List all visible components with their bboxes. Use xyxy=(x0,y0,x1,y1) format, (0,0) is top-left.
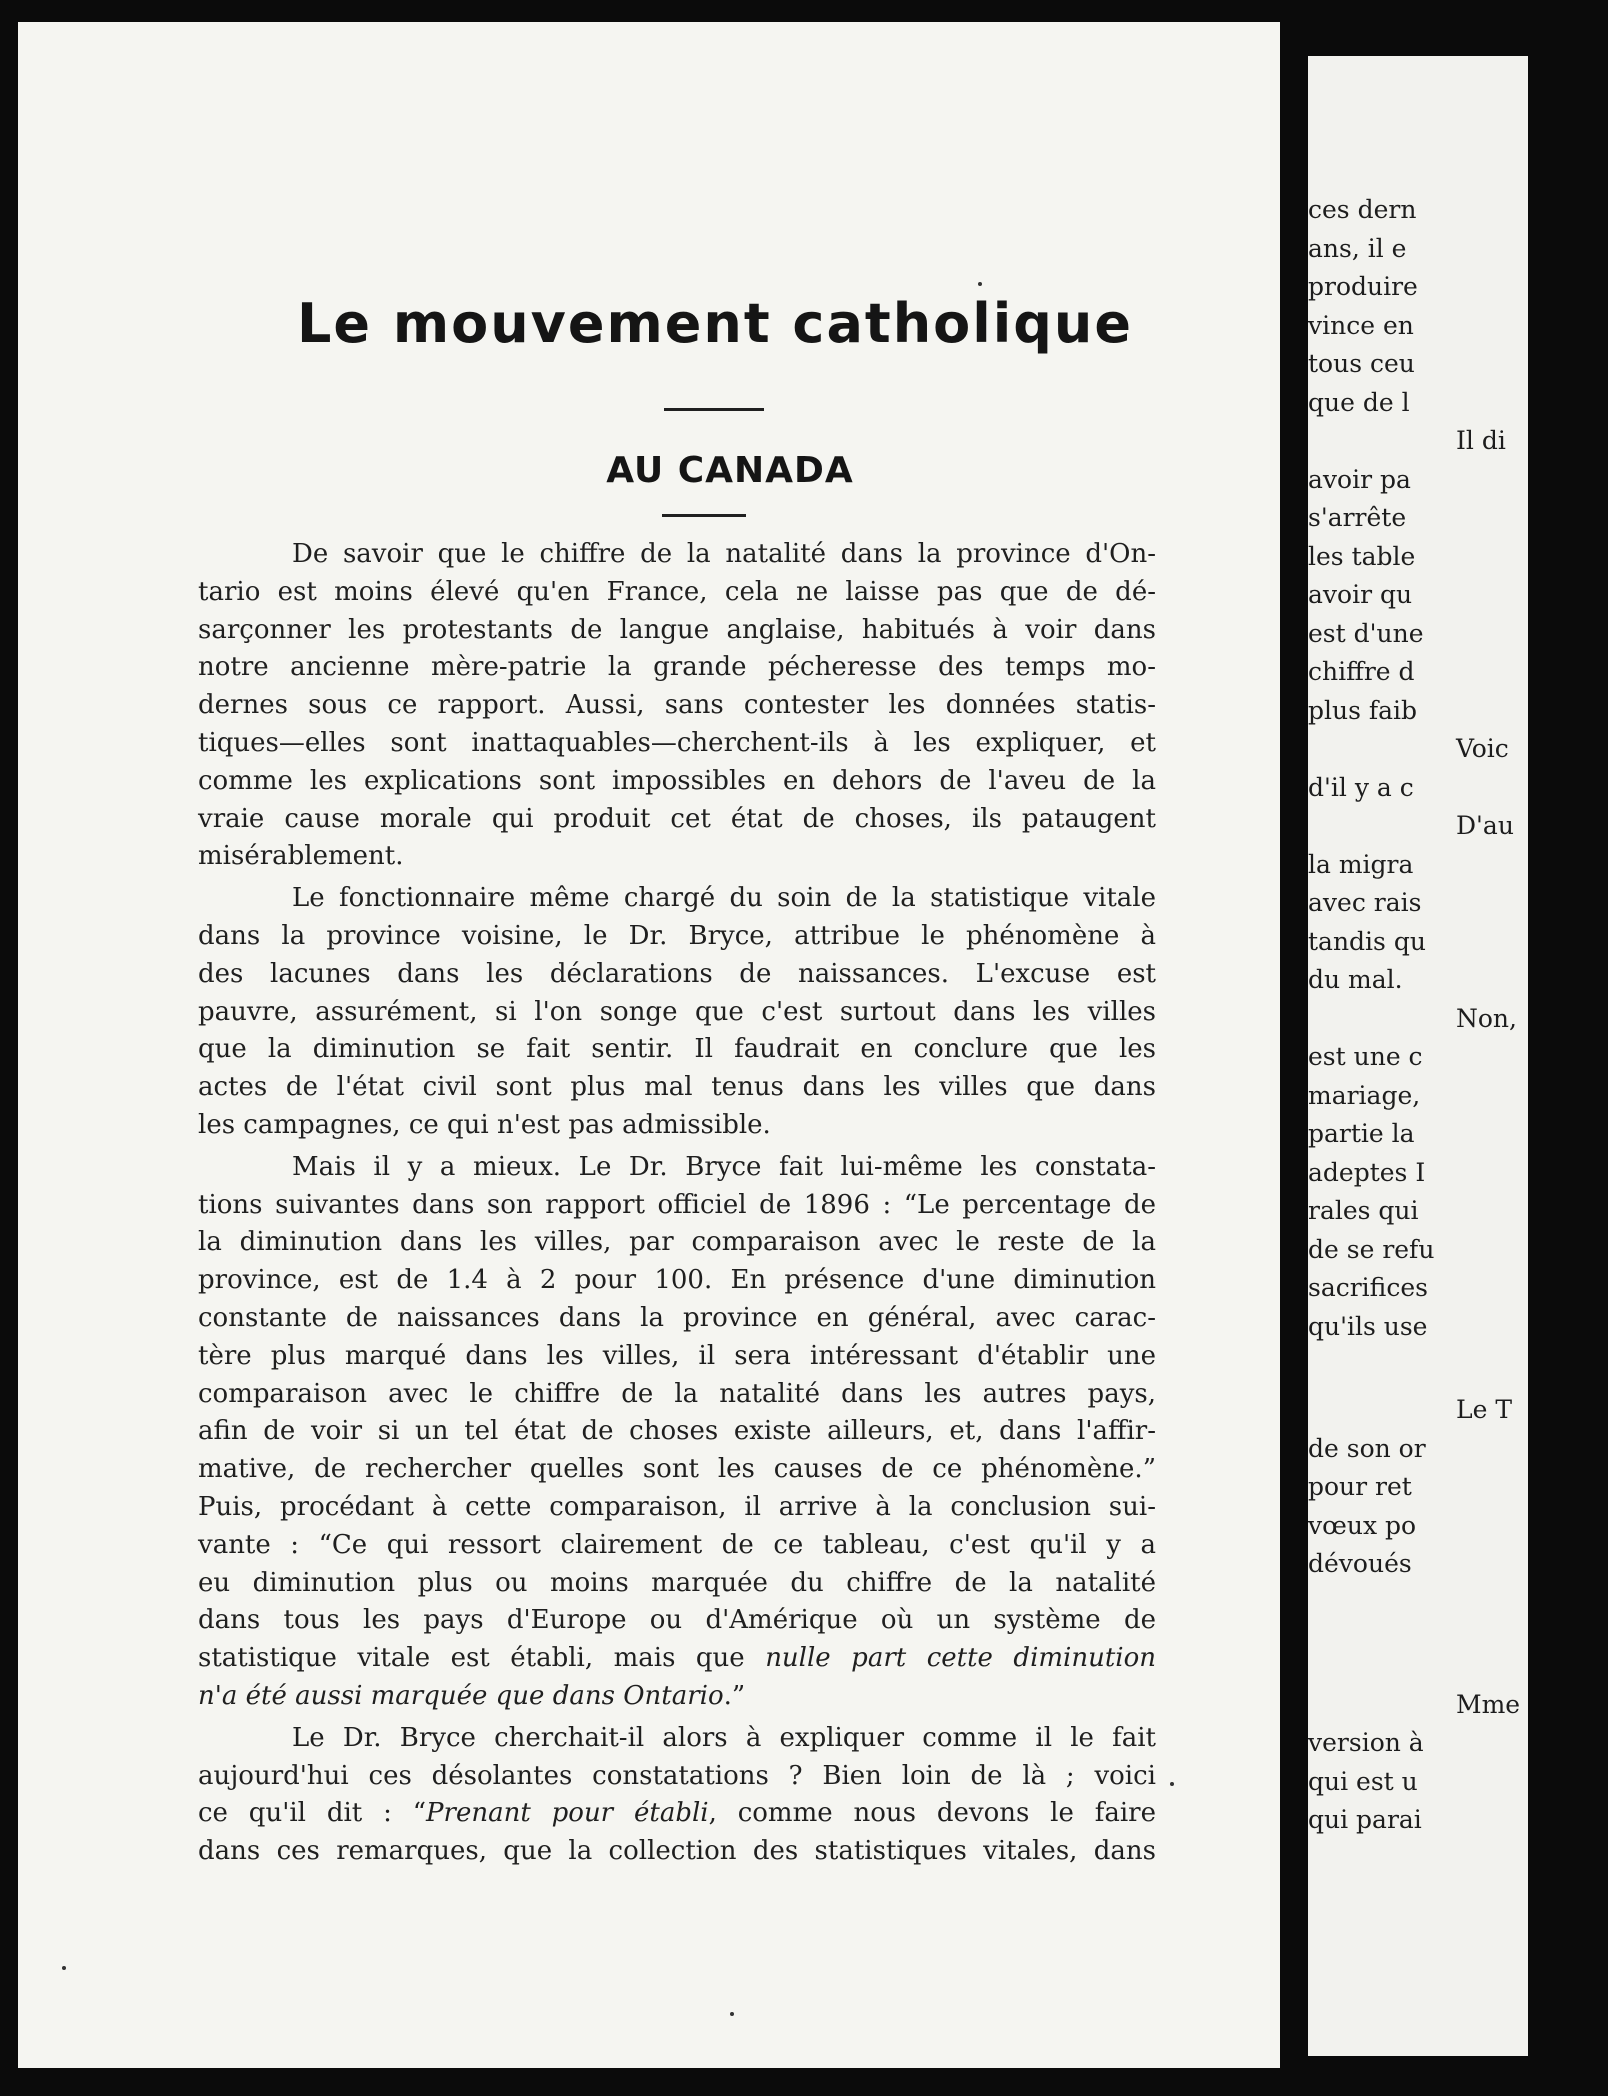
facing-text-line: tous ceu xyxy=(1308,349,1415,378)
subtitle-rule xyxy=(662,514,746,517)
text-line: misérablement. xyxy=(198,841,404,872)
facing-text-line: mariage, xyxy=(1308,1080,1421,1110)
text-line: afin de voir si un tel état de choses existe ailleurs, et, dans l'affir- xyxy=(198,1416,1156,1447)
text-line: De savoir que le chiffre de la natalité dans la province d'On- xyxy=(292,539,1156,569)
text-line: dans tous les pays d'Europe ou d'Amérique où un système de xyxy=(198,1605,1156,1636)
text-line: vante : “Ce qui ressort clairement de ce tableau, c'est qu'il y a xyxy=(198,1529,1156,1560)
text-line: vraie cause morale qui produit cet état de choses, ils pataugent xyxy=(198,803,1156,834)
text-line: eu diminution plus ou moins marquée du chiffre de la natalité xyxy=(198,1567,1156,1598)
text-line: pauvre, assurément, si l'on songe que c'est surtout dans les villes xyxy=(198,996,1156,1027)
text-line: actes de l'état civil sont plus mal tenus dans les villes que dans xyxy=(198,1072,1156,1103)
facing-text-line: ans, il e xyxy=(1308,233,1407,263)
article-subtitle: AU CANADA xyxy=(606,450,854,491)
text-line: dans la province voisine, le Dr. Bryce, attribue le phénomène à xyxy=(198,920,1156,951)
text-line: Le Dr. Bryce cherchait-il alors à expliquer comme il le fait xyxy=(292,1722,1156,1753)
paragraph-1 xyxy=(198,536,1156,876)
facing-text-line: ces dern xyxy=(1308,195,1417,224)
paragraph-2 xyxy=(198,880,1156,1145)
article-body xyxy=(198,536,1156,1871)
facing-text-line: partie la xyxy=(1308,1119,1415,1148)
facing-text-line: qui parai xyxy=(1308,1805,1422,1834)
facing-text-line: Le T xyxy=(1456,1395,1513,1424)
text-line: des lacunes dans les déclarations de naissances. L'excuse est xyxy=(198,958,1156,989)
scan-speck xyxy=(1170,1782,1174,1786)
facing-text-line: avoir qu xyxy=(1308,580,1413,609)
article-title: Le mouvement catholique xyxy=(297,292,1133,355)
scan-speck xyxy=(978,282,982,286)
emphasis: nulle part cette diminution xyxy=(765,1643,1157,1674)
facing-text-line: vince en xyxy=(1308,310,1414,340)
facing-text-line: dévoués xyxy=(1308,1549,1412,1578)
text-line: mative, de rechercher quelles sont les causes de ce phénomène.” xyxy=(198,1454,1156,1485)
facing-text-line: de son or xyxy=(1308,1433,1426,1463)
title-rule xyxy=(664,408,764,411)
facing-page xyxy=(1308,56,1528,2056)
facing-text-line: chiffre d xyxy=(1308,657,1415,686)
paragraph-4 xyxy=(198,1720,1156,1871)
text-line: les campagnes, ce qui n'est pas admissible. xyxy=(198,1109,771,1140)
facing-text-line: d'il y a c xyxy=(1308,772,1414,802)
facing-text-line: est une c xyxy=(1308,1042,1423,1071)
text-line: Mais il y a mieux. Le Dr. Bryce fait lui-même les constata- xyxy=(292,1151,1156,1182)
facing-text-line: vœux po xyxy=(1308,1510,1417,1540)
scan-speck xyxy=(62,1966,66,1970)
facing-text-line: version à xyxy=(1308,1728,1424,1757)
emphasis: Prenant pour établi xyxy=(426,1798,709,1829)
facing-text-line: que de l xyxy=(1308,387,1410,417)
text-line: comme les explications sont impossibles en dehors de l'aveu de la xyxy=(198,765,1156,796)
text-line: tario est moins élevé qu'en France, cela ne laisse pas que de dé- xyxy=(198,576,1156,607)
facing-text-line: Non, xyxy=(1456,1003,1517,1033)
spacer xyxy=(1308,1346,1608,1391)
facing-text-line: tandis qu xyxy=(1308,926,1426,956)
facing-text-line: D'au xyxy=(1456,811,1514,840)
emphasis: n'a été aussi marquée que dans Ontario xyxy=(198,1680,724,1711)
facing-text-line: qui est u xyxy=(1308,1766,1418,1796)
text-line: tiques—elles sont inattaquables—cherchent-ils à les expliquer, et xyxy=(198,727,1156,758)
facing-text-line: de se refu xyxy=(1308,1234,1435,1264)
facing-text-line: qu'ils use xyxy=(1308,1311,1428,1341)
text-line: statistique vitale est établi, mais que nulle part cette diminution xyxy=(198,1643,1157,1674)
facing-text-line: s'arrête xyxy=(1308,503,1407,532)
facing-text-line: produire xyxy=(1308,272,1418,301)
facing-text-line: Il di xyxy=(1456,426,1506,455)
facing-text-line: du mal. xyxy=(1308,965,1403,994)
facing-text-line: plus faib xyxy=(1308,695,1418,725)
facing-text-line: Voic xyxy=(1456,734,1509,763)
text-line: dans ces remarques, que la collection des statistiques vitales, dans xyxy=(198,1836,1156,1867)
text-line: Puis, procédant à cette comparaison, il arrive à la conclusion sui- xyxy=(198,1491,1156,1522)
text-line: dernes sous ce rapport. Aussi, sans contester les données statis- xyxy=(198,690,1156,721)
text-line: ce qu'il dit : “Prenant pour établi, comme nous devons le faire xyxy=(198,1798,1156,1829)
facing-text-line: adeptes I xyxy=(1308,1157,1426,1187)
text-line: aujourd'hui ces désolantes constatations ? Bien loin de là ; voici xyxy=(198,1760,1156,1791)
text-line: province, est de 1.4 à 2 pour 100. En présence d'une diminution xyxy=(198,1265,1156,1296)
facing-text-line: est d'une xyxy=(1308,618,1424,648)
facing-text-line: rales qui xyxy=(1308,1196,1419,1225)
facing-text-line: les table xyxy=(1308,541,1416,571)
facing-text-line: avec rais xyxy=(1308,888,1422,917)
facing-text-line: pour ret xyxy=(1308,1472,1412,1501)
facing-text-line: sacrifices xyxy=(1308,1273,1428,1302)
facing-text-line: Mme xyxy=(1456,1689,1521,1719)
scan-speck xyxy=(730,2012,734,2016)
text-line: n'a été aussi marquée que dans Ontario.” xyxy=(198,1680,746,1711)
text-line: constante de naissances dans la province en général, avec carac- xyxy=(198,1302,1156,1333)
text-line: sarçonner les protestants de langue anglaise, habitués à voir dans xyxy=(198,614,1156,645)
text-line: notre ancienne mère-patrie la grande pécheresse des temps mo- xyxy=(198,652,1156,683)
facing-page-text xyxy=(1308,191,1608,1840)
text-line: que la diminution se fait sentir. Il faudrait en conclure que les xyxy=(198,1034,1156,1065)
text-line: comparaison avec le chiffre de la natalité dans les autres pays, xyxy=(198,1378,1156,1409)
text-line: Le fonctionnaire même chargé du soin de la statistique vitale xyxy=(292,883,1156,914)
facing-text-line: la migra xyxy=(1308,849,1414,879)
facing-text-line: avoir pa xyxy=(1308,464,1411,494)
paragraph-3 xyxy=(198,1149,1156,1716)
spacer xyxy=(1308,1584,1608,1686)
text-line: tère plus marqué dans les villes, il sera intéressant d'établir une xyxy=(198,1340,1156,1371)
text-line: la diminution dans les villes, par comparaison avec le reste de la xyxy=(198,1227,1156,1258)
text-line: tions suivantes dans son rapport officiel de 1896 : “Le percentage de xyxy=(198,1189,1156,1220)
